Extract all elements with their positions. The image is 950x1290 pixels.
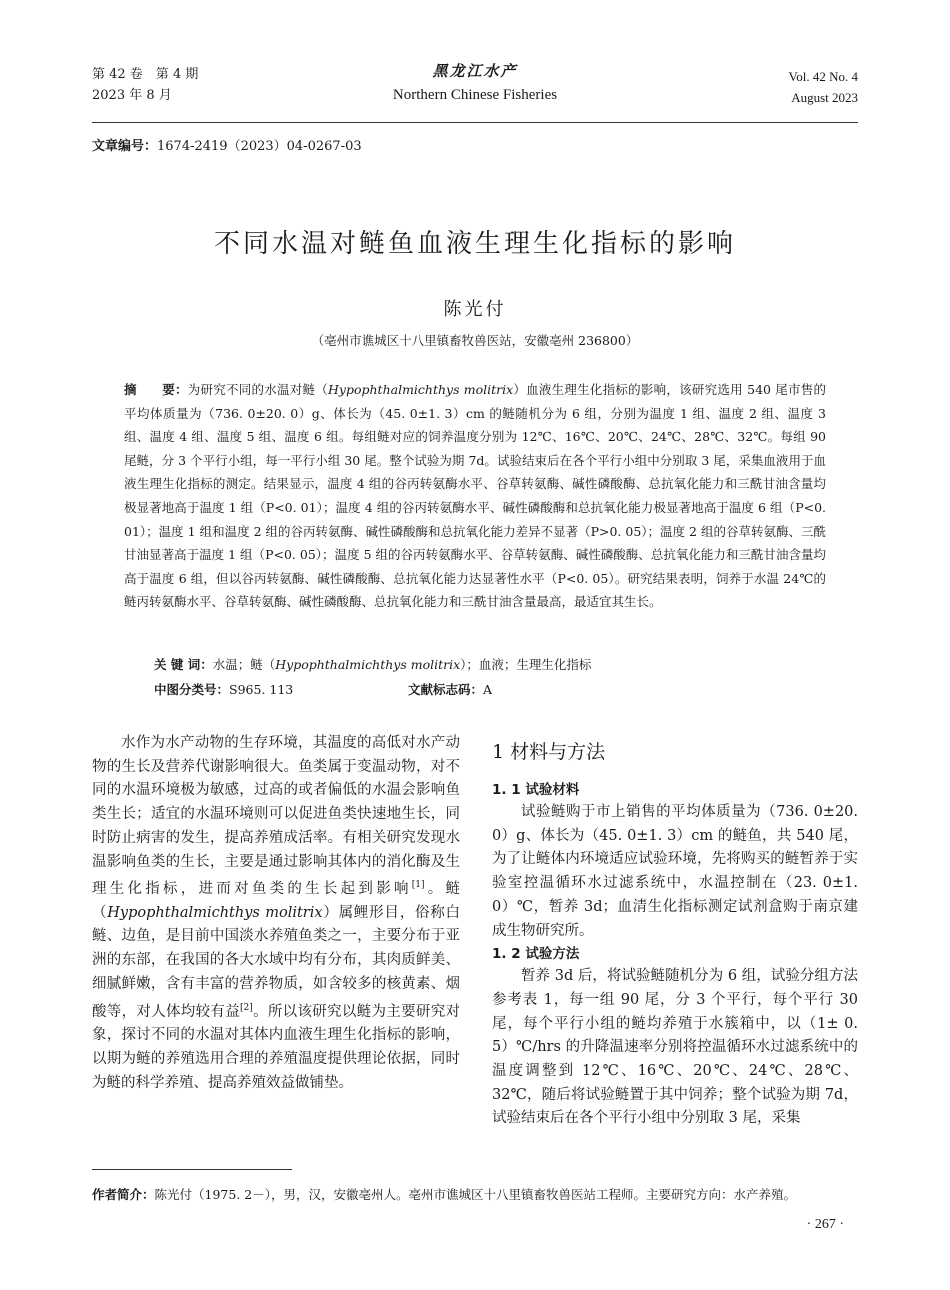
author-footnote (92, 1185, 858, 1203)
article-number-value: 1674-2419（2023）04-0267-03 (157, 139, 362, 154)
journal-volume-info-en (789, 66, 858, 108)
citation-1: [1] (411, 880, 425, 891)
classification-number (154, 680, 293, 698)
clc-value: S965. 113 (229, 682, 294, 697)
publication-date-en: August 2023 (791, 90, 858, 105)
journal-name-cn: 黑龙江水产 (432, 62, 518, 80)
doc-code-label: 文献标志码： (408, 682, 484, 697)
intro-text-3: ）属鲤形目，俗称白鲢、边鱼，是目前中国淡水养殖鱼类之一，主要分布于亚洲的东部，在我国的各大水域中均有分布，其肉质鲜美、细腻鲜嫩，含有丰富的营养物质，如含较多的核黄素、烟酸等，对人体均较有益 (92, 904, 461, 1020)
header-rule (92, 122, 858, 123)
abstract-species: Hypophthalmichthys molitrix (328, 382, 514, 397)
citation-2: [2] (240, 1002, 253, 1013)
keywords (154, 654, 826, 676)
abstract (124, 378, 826, 614)
abstract-text-2: ）血液生理生化指标的影响，该研究选用 540 尾市售的平均体质量为（736. 0±20. 0）g、体长为（45. 0±1. 3）cm 的鲢随机分为 6 组，分别为温度 1 组、温度 2 组、温度 3 组、温度 4 组、温度 5 组、温度 6 组。每组鲢对应的饲养温度分别为 12℃、16℃、20℃、24℃、28℃、32℃。每组 90 尾鲢，分 3 个平行小组，每一平行小组 30 尾。整个试验为期 7d。试验结束后在各个平行小组中分别取 3 尾，采集血液用于血液生理生化指标的测定。结果显示，温度 4 组的谷丙转氨酶水平、谷草转氨酶、碱性磷酸酶、总抗氧化能力和三酰甘油含量均极显著地高于温度 1 组（P<0. 01）；温度 4 组的谷丙转氨酶水平、碱性磷酸酶和总抗氧化能力极显著地高于温度 6 组（P<0. 01）；温度 1 组和温度 2 组的谷丙转氨酶、碱性磷酸酶和总抗氧化能力差异不显著（P>0. 05）；温度 2 组的谷草转氨酶、三酰甘油显著高于温度 1 组（P<0. 05）；温度 5 组的谷丙转氨酶水平、谷草转氨酶、碱性磷酸酶、总抗氧化能力和三酰甘油含量均高于温度 6 组，但以谷丙转氨酶、碱性磷酸酶、总抗氧化能力达显著性水平（P<0. 05）。研究结果表明，饲养于水温 24℃的鲢丙转氨酶水平、谷草转氨酶、碱性磷酸酶、总抗氧化能力和三酰甘油含量最高，最适宜其生长。 (124, 382, 826, 610)
footnote-text: 陈光付（1975. 2－），男，汉，安徽亳州人。亳州市谯城区十八里镇畜牧兽医站工程师。主要研究方向：水产养殖。 (154, 1187, 796, 1202)
page-number: · 267 · (806, 1217, 844, 1232)
section-heading-materials-methods: 1 材料与方法 (492, 741, 606, 763)
keywords-species: Hypophthalmichthys molitrix (275, 657, 461, 672)
article-number-label: 文章编号： (92, 139, 158, 154)
intro-species: Hypophthalmichthys molitrix (107, 904, 323, 921)
publication-date: 2023 年 8 月 (92, 88, 172, 103)
volume-issue: 第 42 卷 第 4 期 (92, 67, 199, 82)
article-number (92, 135, 362, 154)
intro-text-4: 。所以该研究以鲢为主要研究对象，探讨不同的水温对其体内血液生理生化指标的影响，以期为鲢的养殖选用合理的养殖温度提供理论依据，同时为鲢的科学养殖、提高养殖效益做铺垫。 (92, 1003, 461, 1091)
document-code (408, 680, 492, 698)
methods-column (492, 738, 858, 1131)
volume-issue-en: Vol. 42 No. 4 (788, 69, 858, 84)
methods-paragraph: 暂养 3d 后，将试验鲢随机分为 6 组，试验分组方法参考表 1，每一组 90 尾，分 3 个平行，每个平行 30 尾，每个平行小组的鲢均养殖于水簇箱中，以（1± 0. 5）℃/hrs 的升降温速率分别将控温循环水过滤系统中的温度调整到 12℃、16℃、20℃、24℃、28℃、32℃，随后将试验鲢置于其中饲养；整个试验为期 7d，试验结束后在各个平行小组中分别取 3 尾，采集 (492, 968, 858, 1127)
footnote-rule (92, 1169, 292, 1170)
intro-text-1: 水作为水产动物的生存环境，其温度的高低对水产动物的生长及营养代谢影响很大。鱼类属于变温动物，对不同的水温环境极为敏感，过高的或者偏低的水温会影响鱼类生长；适宜的水温环境则可以促进鱼类快速地生长，同时防止病害的发生，提高养殖成活率。有相关研究发现水温影响鱼类的生长，主要是通过影响其体内的消化酶及生理生化指标，进而对鱼类的生长起到影响 (92, 735, 460, 898)
materials-paragraph: 试验鲢购于市上销售的平均体质量为（736. 0±20. 0）g、体长为（45. 0±1. 3）cm 的鲢鱼，共 540 尾，为了让鲢体内环境适应试验环境，先将购买的鲢暂养于实验室控温循环水过滤系统中，水温控制在（23. 0±1. 0）℃，暂养 3d；血清生化指标测定试剂盒购于南京建成生物研究所。 (492, 804, 858, 939)
abstract-label: 摘 要： (124, 382, 188, 397)
article-title: 不同水温对鲢鱼血液生理生化指标的影响 (213, 229, 736, 259)
keywords-label: 关 键 词： (154, 657, 213, 672)
subsection-heading-methods: 1. 2 试验方法 (492, 946, 580, 963)
keywords-text-2: ）；血液；生理生化指标 (460, 657, 592, 672)
introduction-paragraph (92, 732, 460, 1095)
doc-code-value: A (483, 682, 493, 697)
clc-label: 中图分类号： (154, 682, 230, 697)
footnote-label: 作者简介： (92, 1187, 155, 1202)
intro-text-2: 。鲢（ (92, 881, 461, 921)
abstract-text-1: 为研究不同的水温对鲢（ (187, 382, 328, 397)
introduction-column (92, 732, 460, 1095)
author-affiliation: （亳州市谯城区十八里镇畜牧兽医站，安徽亳州 236800） (311, 333, 639, 348)
author-name: 陈光付 (443, 299, 507, 320)
subsection-heading-materials: 1. 1 试验材料 (492, 782, 580, 798)
journal-name-en: Northern Chinese Fisheries (392, 87, 558, 103)
keywords-text-1: 水温；鲢（ (212, 657, 276, 672)
